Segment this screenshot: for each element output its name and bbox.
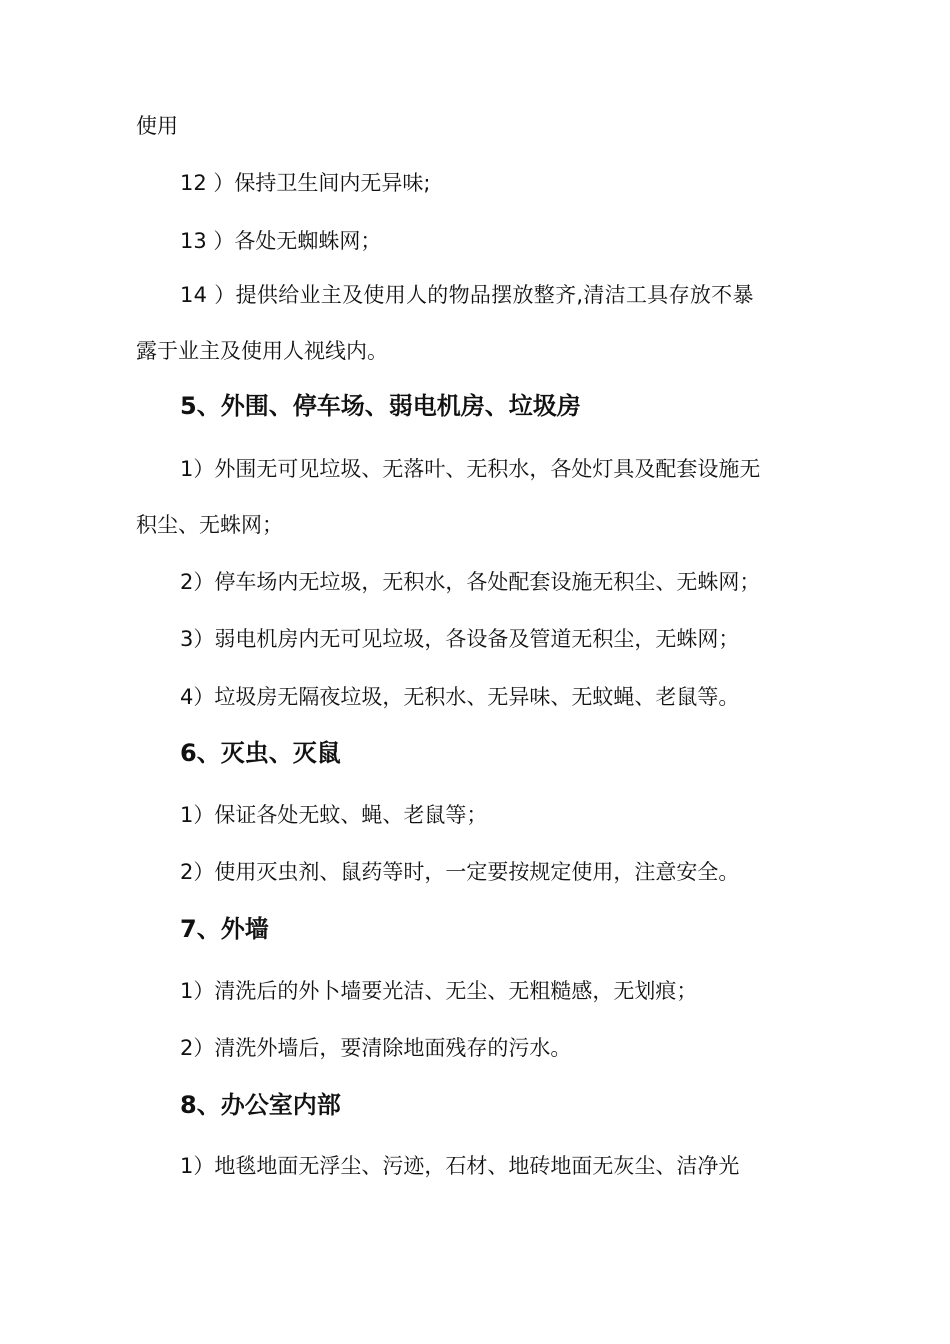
section-heading: 5、外围、停车场、弱电机房、垃圾房 <box>180 392 581 420</box>
list-item: 12 ）保持卫生间内无异味; <box>180 171 431 195</box>
text-line: 使用 <box>136 114 178 138</box>
section-heading: 6、灭虫、灭鼠 <box>180 739 341 767</box>
list-item: 2）清洗外墙后，要清除地面残存的污水。 <box>180 1036 572 1060</box>
text-line: 露于业主及使用人视线内。 <box>136 339 388 363</box>
list-item: 3）弱电机房内无可见垃圾，各设备及管道无积尘，无蛛网； <box>180 627 740 651</box>
list-item: 13 ）各处无蜘蛛网； <box>180 229 382 253</box>
text-line: 积尘、无蛛网； <box>136 513 283 537</box>
list-item: 1）地毯地面无浮尘、污迹，石材、地砖地面无灰尘、洁净光 <box>180 1154 740 1178</box>
list-item: 4）垃圾房无隔夜垃圾，无积水、无异味、无蚊蝇、老鼠等。 <box>180 685 740 709</box>
list-item: 2）停车场内无垃圾，无积水，各处配套设施无积尘、无蛛网； <box>180 570 761 594</box>
list-item: 1）清洗后的外卜墙要光洁、无尘、无粗糙感，无划痕； <box>180 979 698 1003</box>
section-heading: 7、外墙 <box>180 915 269 943</box>
list-item: 14 ）提供给业主及使用人的物品摆放整齐,清洁工具存放不暴 <box>180 283 754 307</box>
list-item: 1）保证各处无蚊、蝇、老鼠等； <box>180 803 488 827</box>
list-item: 1）外围无可见垃圾、无落叶、无积水，各处灯具及配套设施无 <box>180 457 761 481</box>
list-item: 2）使用灭虫剂、鼠药等时，一定要按规定使用，注意安全。 <box>180 860 740 884</box>
section-heading: 8、办公室内部 <box>180 1091 341 1119</box>
